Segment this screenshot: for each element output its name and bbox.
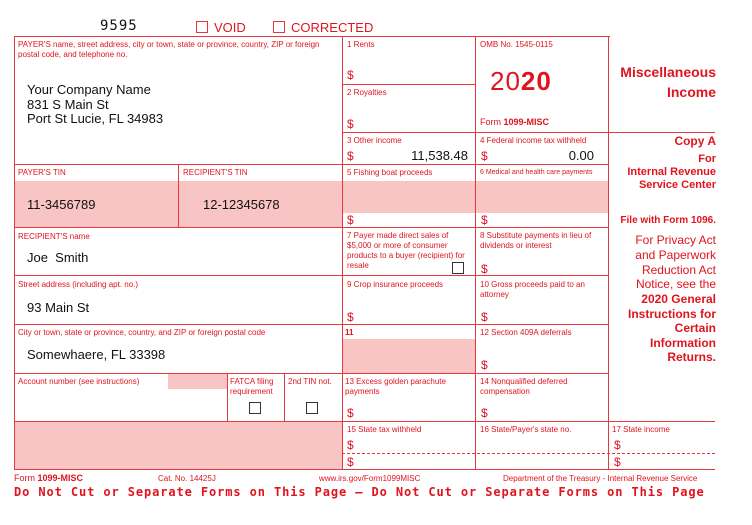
box1-label: 1 Rents xyxy=(347,40,375,49)
bottom-left-shade xyxy=(14,421,342,469)
box13-dollar: $ xyxy=(347,406,354,420)
tax-year: 2020 xyxy=(490,66,552,96)
box5-label: 5 Fishing boat proceeds xyxy=(347,168,433,177)
box8-label: 8 Substitute payments in lieu of dividends or interest xyxy=(480,231,592,250)
box14-label: 14 Nonqualified deferred compensation xyxy=(480,377,568,396)
box15-dollar-2: $ xyxy=(347,455,354,469)
payer-label: PAYER'S name, street address, city or town, state or province, country, ZIP or foreign postal code, and telephone no. xyxy=(18,40,320,59)
copy-notice6: Instructions for xyxy=(627,307,716,321)
footer-cat-no: Cat. No. 14425J xyxy=(158,474,216,483)
box9-label: 9 Crop insurance proceeds xyxy=(347,280,444,289)
form-title-line2: Income xyxy=(666,84,716,100)
box16-label: 16 State/Payer's state no. xyxy=(480,425,572,434)
form-title-line1: Miscellaneous xyxy=(620,64,716,80)
box17-dollar-2: $ xyxy=(614,455,621,469)
box17-dollar-1: $ xyxy=(614,438,621,452)
payer-tin-value: 11-3456789 xyxy=(27,197,96,212)
omb-number: OMB No. 1545-0115 xyxy=(480,40,553,49)
void-checkbox[interactable] xyxy=(196,21,208,33)
recipient-tin-value: 12-12345678 xyxy=(203,197,280,212)
copy-file-with: File with Form 1096. xyxy=(620,215,716,226)
box15-dollar-1: $ xyxy=(347,438,354,452)
copy-title: Copy A xyxy=(674,134,716,148)
corrected-checkbox[interactable] xyxy=(273,21,285,33)
payer-address1: 831 S Main St xyxy=(27,97,109,112)
recipient-name-label: RECIPIENT'S name xyxy=(18,232,90,241)
copy-notice5: 2020 General xyxy=(641,292,716,306)
payer-address2: Port St Lucie, FL 34983 xyxy=(27,111,164,126)
footer-dept: Department of the Treasury - Internal Revenue Service xyxy=(503,474,698,483)
city-label: City or town, state or province, country, and ZIP or foreign postal code xyxy=(18,328,266,337)
box10-dollar: $ xyxy=(481,310,488,324)
void-label: VOID xyxy=(214,20,246,35)
copy-irs1: Internal Revenue xyxy=(627,166,716,178)
corrected-label: CORRECTED xyxy=(291,20,374,35)
street-value: 93 Main St xyxy=(27,300,90,315)
copy-for: For xyxy=(698,153,716,165)
copy-notice3: Reduction Act xyxy=(641,263,716,277)
box6-label: 6 Medical and health care payments xyxy=(480,169,593,176)
fatca-label-line2: requirement xyxy=(230,387,273,396)
account-label: Account number (see instructions) xyxy=(18,377,140,386)
second-tin-checkbox[interactable] xyxy=(306,402,318,414)
copy-notice4: Notice, see the xyxy=(635,277,716,291)
box4-dollar: $ xyxy=(481,149,488,163)
form-code: 9595 xyxy=(100,18,138,34)
box7-checkbox[interactable] xyxy=(452,262,464,274)
payer-name: Your Company Name xyxy=(27,82,151,97)
box9-dollar: $ xyxy=(347,310,354,324)
box6-dollar: $ xyxy=(481,213,488,227)
box3-label: 3 Other income xyxy=(347,136,402,145)
account-shade xyxy=(168,373,227,389)
footer-form-name: Form 1099-MISC xyxy=(14,473,84,483)
box7-label: 7 Payer made direct sales of $5,000 or more of consumer products to a buyer (recipient) for resale xyxy=(347,231,465,270)
box11-label: 11 xyxy=(345,328,354,337)
box2-label: 2 Royalties xyxy=(347,88,387,97)
box8-dollar: $ xyxy=(481,262,488,276)
box12-dollar: $ xyxy=(481,358,488,372)
footer-warning: Do Not Cut or Separate Forms on This Page — Do Not Cut or Separate Forms on This Page xyxy=(14,485,705,499)
box3-value: 11,538.48 xyxy=(411,148,468,163)
fatca-checkbox[interactable] xyxy=(249,402,261,414)
copy-notice7: Certain xyxy=(674,321,716,335)
recipient-name: Joe Smith xyxy=(27,250,89,265)
box1-dollar: $ xyxy=(347,68,354,82)
copy-notice1: For Privacy Act xyxy=(635,233,716,247)
box2-dollar: $ xyxy=(347,117,354,131)
box5-dollar: $ xyxy=(347,213,354,227)
copy-notice9: Returns. xyxy=(667,350,716,364)
box4-label: 4 Federal income tax withheld xyxy=(480,136,587,145)
box17-label: 17 State income xyxy=(612,425,670,434)
second-tin-label: 2nd TIN not. xyxy=(288,377,332,386)
box12-label: 12 Section 409A deferrals xyxy=(480,328,572,337)
box11-shade xyxy=(342,339,475,373)
box3-dollar: $ xyxy=(347,149,354,163)
box4-value: 0.00 xyxy=(568,148,594,163)
box15-label: 15 State tax withheld xyxy=(347,425,422,434)
box13-label: 13 Excess golden parachute payments xyxy=(345,377,446,396)
box14-dollar: $ xyxy=(481,406,488,420)
recipient-tin-label: RECIPIENT'S TIN xyxy=(183,168,248,177)
payer-tin-label: PAYER'S TIN xyxy=(18,168,66,177)
city-value: Somewhaere, FL 33398 xyxy=(27,347,166,362)
copy-irs2: Service Center xyxy=(638,179,716,191)
street-label: Street address (including apt. no.) xyxy=(18,280,139,289)
box10-label: 10 Gross proceeds paid to an attorney xyxy=(480,280,585,299)
footer-url[interactable]: www.irs.gov/Form1099MISC xyxy=(319,474,421,483)
omb-form-name: Form 1099-MISC xyxy=(480,117,550,127)
copy-notice8: Information xyxy=(650,336,716,350)
fatca-label-line1: FATCA filing xyxy=(230,377,274,386)
copy-notice2: and Paperwork xyxy=(635,248,716,262)
